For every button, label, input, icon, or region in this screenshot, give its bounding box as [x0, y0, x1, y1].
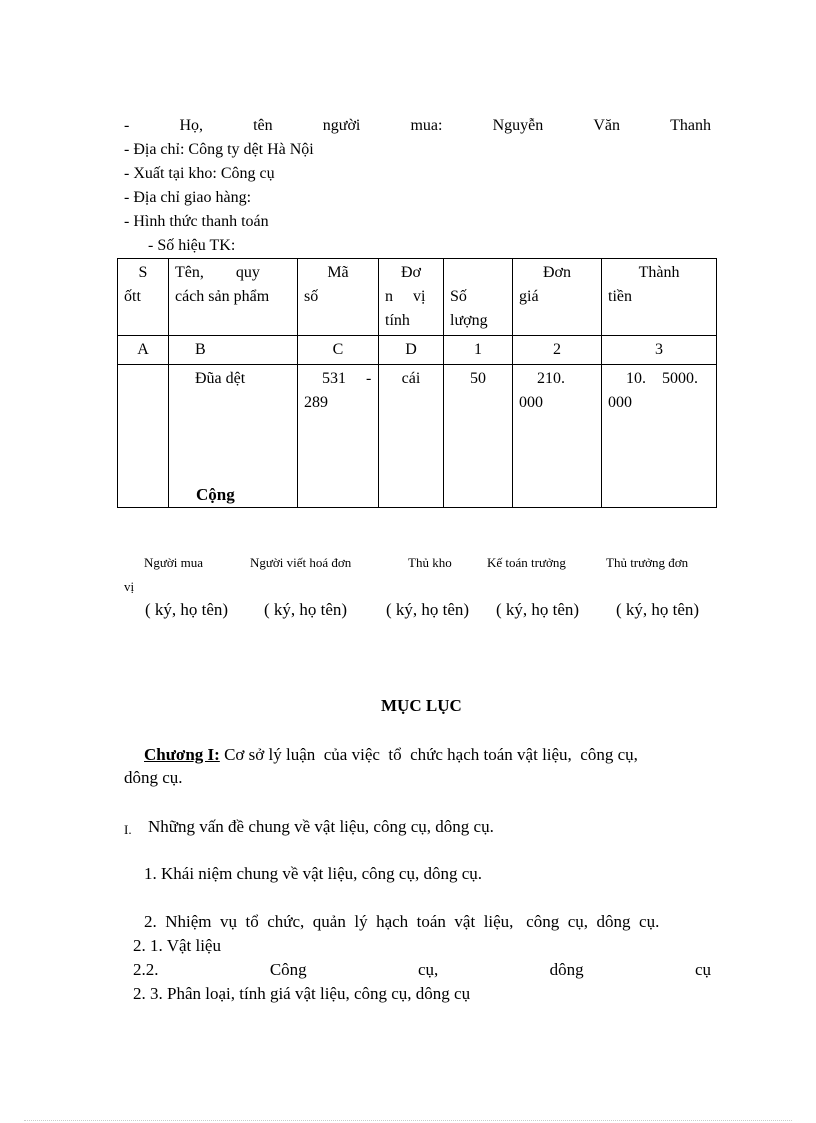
sig-note: ( ký, họ tên): [386, 600, 470, 619]
row-code-text: 289: [304, 394, 328, 411]
header-text: Mã: [327, 264, 349, 281]
toc-word: 2.2.: [133, 960, 159, 979]
sig-title-writer: Người viết hoá đơn: [250, 555, 352, 570]
header-text: cách sản phẩm: [175, 288, 270, 305]
total-label: Cộng: [196, 485, 235, 504]
header-text: tính: [385, 312, 410, 329]
table-row: [118, 365, 717, 508]
buyer-address: - Địa chỉ: Công ty dệt Hà Nội: [124, 141, 314, 158]
buyer-word: người: [322, 117, 361, 134]
row-total-text: 10. 5000.: [626, 370, 698, 387]
toc-word: Công: [269, 960, 307, 979]
header-text: lượng: [450, 312, 488, 329]
letter-cell: B: [169, 336, 298, 365]
row-code-text: 531 -: [322, 370, 372, 387]
header-text: Thành: [638, 264, 680, 281]
letter-cell: 3: [602, 336, 717, 365]
buyer-word: Văn: [593, 117, 620, 134]
sig-title-director: Thủ trưởng đơn: [606, 555, 689, 570]
toc-item: 2. Nhiệm vụ tổ chức, quản lý hạch toán vật liệu, công cụ, dông cụ.: [144, 912, 660, 931]
header-text: số: [304, 288, 319, 305]
letter-cell: A: [118, 336, 169, 365]
toc-section: Những vấn đề chung về vật liệu, công cụ, dông cụ.: [148, 817, 494, 836]
buyer-word: Họ,: [179, 117, 203, 134]
row-price: [513, 365, 602, 508]
buyer-word: Thanh: [670, 117, 711, 134]
row-qty: 50: [444, 365, 513, 508]
row-total-text: 000: [608, 394, 632, 411]
sig-title-wrap: vị: [124, 579, 135, 594]
row-name: [169, 365, 298, 508]
header-text: Đơ: [400, 264, 421, 281]
header-price: [513, 259, 602, 336]
buyer-word: tên: [253, 117, 273, 134]
header-text: [450, 261, 506, 285]
sig-note: ( ký, họ tên): [264, 600, 348, 619]
toc-word: dông: [549, 960, 584, 979]
header-text: Số: [450, 288, 467, 305]
sig-title-buyer: Người mua: [144, 555, 204, 570]
row-unit: cái: [379, 365, 444, 508]
letter-cell: D: [379, 336, 444, 365]
section-number: I.: [124, 822, 132, 837]
sig-note: ( ký, họ tên): [496, 600, 580, 619]
delivery-line: - Địa chỉ giao hàng:: [124, 189, 252, 206]
buyer-word: mua:: [410, 117, 443, 134]
header-name: [169, 259, 298, 336]
toc-item: 2. 1. Vật liệu: [133, 936, 221, 955]
sig-title-storekeeper: Thủ kho: [408, 555, 452, 570]
header-text: Tên, quy: [175, 264, 260, 281]
toc-chapter-line2: dông cụ.: [124, 768, 183, 787]
letter-cell: 1: [444, 336, 513, 365]
letter-cell: 2: [513, 336, 602, 365]
header-stt: [118, 259, 169, 336]
buyer-word: Nguyễn: [492, 117, 544, 134]
header-qty: [444, 259, 513, 336]
toc-word: cụ,: [418, 960, 439, 979]
header-total: [602, 259, 717, 336]
header-text: giá: [519, 288, 539, 305]
row-code: [298, 365, 379, 508]
toc-chapter-line: [144, 745, 638, 765]
row-price-text: 000: [519, 394, 543, 411]
table-letters-row: [118, 336, 717, 365]
page-bottom-divider: [24, 1120, 792, 1121]
header-text: n vị: [385, 288, 426, 305]
row-total: [602, 365, 717, 508]
chapter-label: Chương I:: [144, 745, 220, 764]
row-price-text: 210.: [537, 370, 565, 387]
toc-word: cụ: [694, 960, 711, 979]
invoice-table: [117, 258, 717, 508]
chapter-text: Cơ sở lý luận của việc tổ chức hạch toán vật liệu, công cụ,: [219, 745, 638, 764]
sig-note: ( ký, họ tên): [145, 600, 229, 619]
header-text: Đơn: [542, 264, 571, 281]
account-line: - Số hiệu TK:: [148, 237, 236, 254]
sig-note: ( ký, họ tên): [616, 600, 700, 619]
payment-line: - Hình thức thanh toán: [124, 213, 269, 230]
letter-cell: C: [298, 336, 379, 365]
row-stt: [118, 365, 169, 508]
header-unit: [379, 259, 444, 336]
header-text: tiền: [608, 288, 632, 305]
buyer-word: -: [124, 117, 130, 134]
sig-title-chief-accountant: Kế toán trưởng: [487, 555, 566, 570]
header-code: [298, 259, 379, 336]
header-text: ốtt: [124, 288, 141, 305]
warehouse-line: - Xuất tại kho: Công cụ: [124, 165, 275, 182]
toc-item: 1. Khái niệm chung về vật liệu, công cụ, dông cụ.: [144, 864, 483, 883]
toc-item: 2. 3. Phân loại, tính giá vật liệu, công cụ, dông cụ: [133, 984, 471, 1003]
row-name-text: Đũa dệt: [195, 370, 246, 387]
toc-title: MỤC LỤC: [381, 696, 462, 715]
table-header-row: [118, 259, 717, 336]
toc-item-22: [133, 960, 711, 980]
buyer-name-line: [124, 117, 711, 139]
header-text: S: [138, 264, 148, 281]
